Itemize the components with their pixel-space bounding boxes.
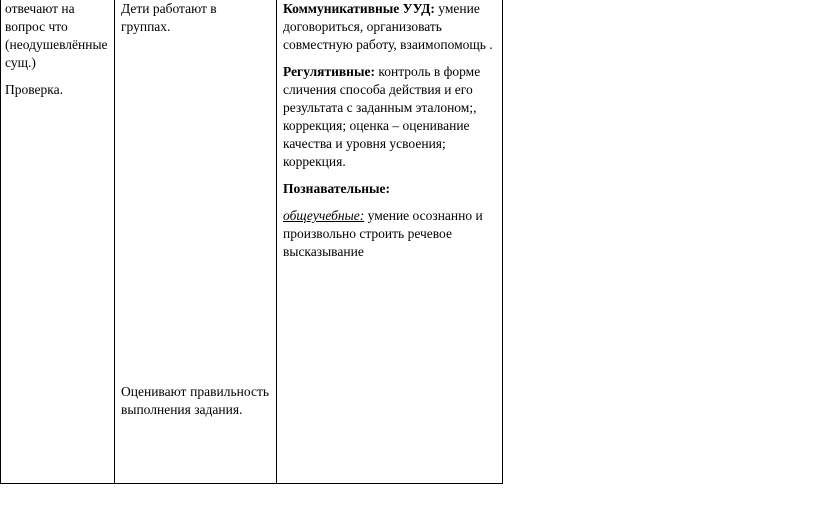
cognitive-title-text: Познавательные: [283, 181, 391, 196]
evaluate-text: Оценивают правильность выполнения задания. [121, 384, 269, 417]
answer-text: отвечают на вопрос что (неодушевлённые сущ.) [5, 1, 108, 70]
table-divider-2 [276, 0, 277, 484]
general-text: умение осознанно и произвольно строить речевое высказывание [283, 208, 483, 259]
communicative-block [283, 0, 493, 54]
general-title: общеучебные: [283, 208, 365, 223]
check-text: Проверка. [5, 82, 64, 97]
cognitive-title [283, 180, 493, 198]
regulatory-block [283, 63, 493, 171]
table-divider-1 [114, 0, 115, 484]
groups-text: Дети работают в группах. [121, 1, 217, 34]
cell-work-form [121, 0, 269, 417]
general-block [283, 207, 493, 261]
regulatory-text: контроль в форме сличения способа действия и его результата с заданным эталоном;, коррекция; оценка – оценивание качества и уровня усвоения; коррекция. [283, 64, 481, 169]
communicative-title: Коммуникативные УУД: [283, 1, 435, 16]
regulatory-title: Регулятивные: [283, 64, 375, 79]
table-border-left [0, 0, 1, 484]
cell-uud [283, 0, 493, 261]
communicative-text: умение договориться, организовать совместную работу, взаимопомощь . [283, 1, 493, 52]
cell-student-activity [5, 0, 113, 99]
